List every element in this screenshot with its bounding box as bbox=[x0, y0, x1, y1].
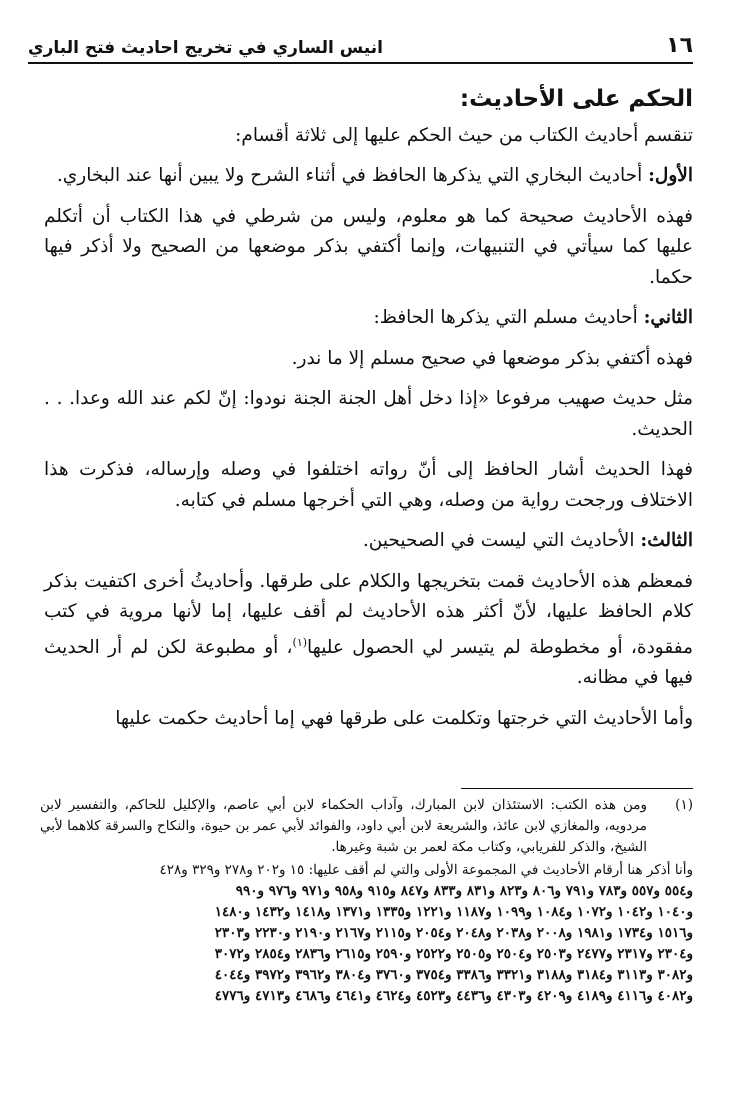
footnote-divider bbox=[461, 788, 693, 789]
footnote-number-list: و١٥١٦ و١٧٣٤ و١٩٨١ و٢٠٠٨ و٢٠٣٨ و٢٠٤٨ و٢٠٥٤ و٢١١٥ و٢١٦٧ و٢١٩٠ و٢٢٣٠ و٢٣٠٣ bbox=[214, 925, 693, 941]
footnote-number-list: و٢٣٠٤ و٢٣١٧ و٢٤٧٧ و٢٥٠٣ و٢٥٠٤ و٢٥٠٥ و٢٥٢٢ و٢٥٩٠ و٢٦١٥ و٢٨٣٦ و٢٨٥٤ و٣٠٧٢ bbox=[214, 946, 693, 962]
paragraph-text: أحاديث مسلم التي يذكرها الحافظ: bbox=[373, 307, 644, 328]
paragraph bbox=[44, 526, 693, 557]
footnote-body bbox=[40, 795, 647, 858]
paragraph-text: فهذا الحديث أشار الحافظ إلى أنّ رواته اختلفوا في وصله وإرساله، فذكرت هذا الاختلاف ورجحت رواية من وصله، وهي التي أخرجها مسلم في كتابه. bbox=[44, 459, 693, 511]
footnote-text: ومن هذه الكتب: الاستئذان لابن المبارك، وآداب الحكماء لابن أبي عاصم، والإكليل للحاكم، والتفسير لابن مردويه، والمغازي لابن عائذ، والشريعة لابن أبي داود، والفوائد لأبي عمر بن حيوة، والنكاح والسرقة كلاهما لأبي الشيخ، والذكر للفريابي، وكتاب مكة لعمر بن شبة وغيرها. bbox=[40, 797, 647, 855]
footnote-number-list: و١٠٤٠ و١٠٤٢ و١٠٧٢ و١٠٨٤ و١٠٩٩ و١١٨٧ و١٢٢١ و١٣٣٥ و١٣٧١ و١٤١٨ و١٤٣٢ و١٤٨٠ bbox=[214, 904, 693, 920]
paragraph bbox=[44, 161, 693, 192]
paragraph-text: ، أو مطبوعة لكن لم أر الحديث فيها في مظانه. bbox=[44, 636, 693, 689]
paragraph-text: الأحاديث التي ليست في الصحيحين. bbox=[362, 530, 641, 551]
paragraph-text: مثل حديث صهيب مرفوعا «إذا دخل أهل الجنة الجنة نودوا: إنّ لكم عند الله وعدا. . . الحديث. bbox=[44, 388, 693, 440]
footnotes bbox=[40, 795, 693, 1007]
paragraph bbox=[44, 455, 693, 516]
paragraph-with-footnote bbox=[44, 567, 693, 694]
paragraph bbox=[44, 384, 693, 445]
paragraph bbox=[44, 344, 693, 375]
paragraph-text: فمعظم هذه الأحاديث قمت بتخريجها والكلام على طرقها. وأحاديثُ أخرى اكتفيت بذكر كلام الحافظ عليها، لأنّ أكثر هذه الأحاديث لم أقف عليها، إما لأنها مروية في كتب مفقودة، أو مخطوطة لم يتيسر لي الحصول عليها bbox=[44, 570, 693, 658]
footnote-number-list: و٣٠٨٢ و٣١١٣ و٣١٨٤ و٣١٨٨ و٣٣٢١ و٣٣٨٦ و٣٧٥٤ و٣٧٦٠ و٣٨٠٤ و٣٩٦٢ و٣٩٧٢ و٤٠٤٤ bbox=[214, 967, 693, 983]
page-header bbox=[28, 28, 693, 64]
body-text bbox=[44, 84, 693, 744]
footnote-intro: وأنا أذكر هنا أرقام الأحاديث في المجموعة الأولى والتي لم أقف عليها: ١٥ و٢٠٢ و٢٧٨ و٣٢٩ و٤٢٨ bbox=[159, 862, 693, 878]
paragraph-text: فهذه أكتفي بذكر موضعها في صحيح مسلم إلا ما ندر. bbox=[291, 347, 693, 369]
footnote-number-list: و٥٥٤ و٥٥٧ و٧٨٣ و٧٩١ و٨٠٦ و٨٢٣ و٨٣١ و٨٣٣ و٨٤٧ و٩١٥ و٩٥٨ و٩٧١ و٩٧٦ و٩٩٠ bbox=[235, 883, 693, 899]
paragraph: وأما الأحاديث التي خرجتها وتكلمت على طرقها فهي إما أحاديث حكمت عليها bbox=[115, 707, 693, 729]
footnote-item bbox=[40, 795, 693, 858]
paragraph bbox=[44, 202, 693, 294]
paragraph bbox=[44, 121, 693, 152]
footnote-number-list: و٤٠٨٢ و٤١١٦ و٤١٨٩ و٤٢٠٩ و٤٣٠٣ و٤٤٣٦ و٤٥٢٣ و٤٦٢٤ و٤٦٤١ و٤٦٨٦ و٤٧١٣ و٤٧٧٦ bbox=[214, 988, 693, 1004]
paragraph-text: فهذه الأحاديث صحيحة كما هو معلوم، وليس من شرطي في هذا الكتاب أن أتكلم عليها كما سيأتي في التنبيهات، وإنما أكتفي بذكر موضعها من الصحيح ولا أذكر فيها حكما. bbox=[44, 205, 693, 288]
footnote-reference[interactable]: (١) bbox=[292, 635, 308, 649]
page-number: ١٦ bbox=[666, 33, 693, 58]
paragraph-text: تنقسم أحاديث الكتاب من حيث الحكم عليها إلى ثلاثة أقسام: bbox=[235, 124, 693, 146]
paragraph-label: الأول: bbox=[648, 165, 693, 186]
section-heading: الحكم على الأحاديث: bbox=[459, 86, 693, 112]
paragraph-label: الثاني: bbox=[643, 307, 693, 328]
footnote-number: (١) bbox=[675, 797, 693, 813]
paragraph bbox=[44, 303, 693, 334]
running-title: انيس الساري في تخريج احاديث فتح الباري bbox=[28, 38, 383, 58]
paragraph-label: الثالث: bbox=[640, 530, 693, 551]
paragraph-text: أحاديث البخاري التي يذكرها الحافظ في أثناء الشرح ولا يبين أنها عند البخاري. bbox=[56, 165, 649, 186]
